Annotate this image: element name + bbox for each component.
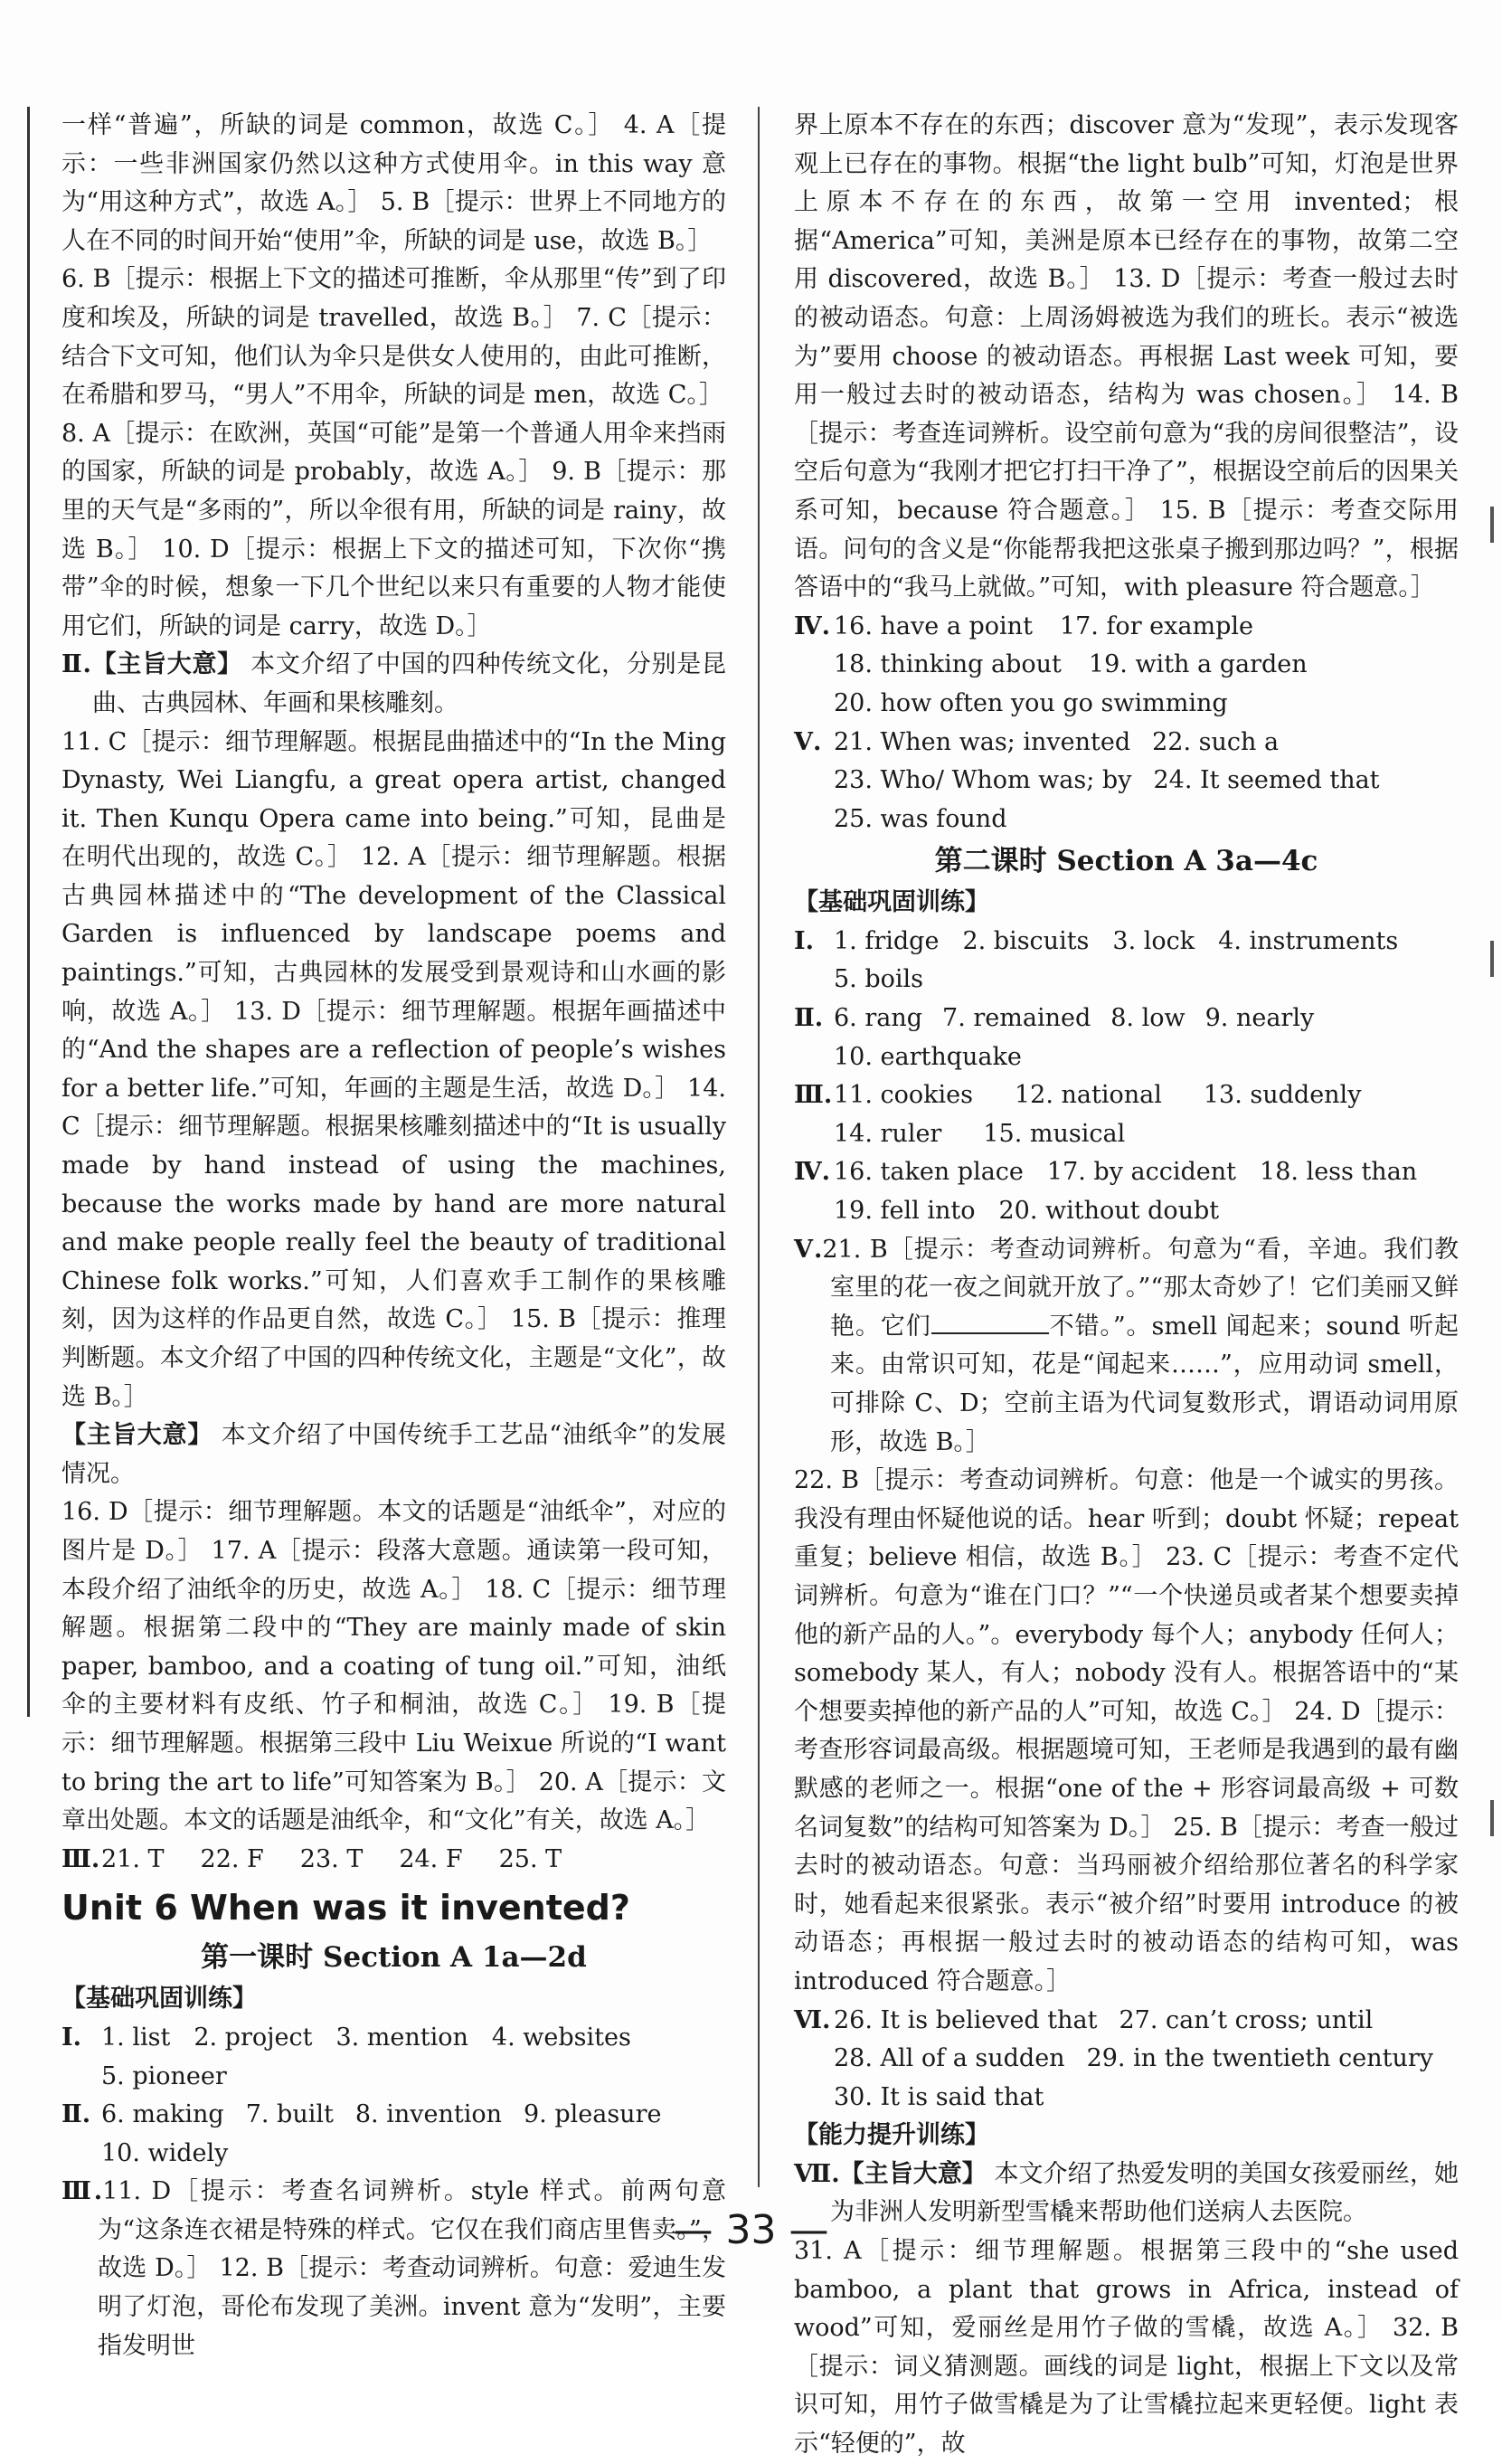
answer-item: 17. for example bbox=[1059, 611, 1253, 640]
answer-item: 20. how often you go swimming bbox=[834, 688, 1228, 717]
answer-row bbox=[794, 923, 1459, 1000]
answer-item: 4. instruments bbox=[1218, 926, 1399, 955]
answer-item: 6. making bbox=[101, 2100, 224, 2129]
section-label: Ⅴ. bbox=[794, 1235, 823, 1264]
answer-item: 19. fell into bbox=[834, 1197, 976, 1226]
answer-row bbox=[61, 2019, 726, 2096]
answer-item: 13. suddenly bbox=[1203, 1081, 1362, 1110]
answer-item: 8. invention bbox=[354, 2100, 502, 2129]
answer-item: 9. nearly bbox=[1204, 1004, 1315, 1033]
answer-item: 2. biscuits bbox=[962, 926, 1090, 955]
lesson-title: 第一课时 Section A 1a—2d bbox=[201, 1941, 587, 1975]
answer-item: 15. musical bbox=[983, 1119, 1126, 1148]
answer-item: 25. was found bbox=[834, 804, 1007, 833]
training-tag: 【基础巩固训练】 bbox=[61, 1985, 257, 2014]
answer-item: 2. project bbox=[194, 2023, 313, 2052]
section-label: Ⅰ. bbox=[61, 2023, 82, 2052]
answer-row bbox=[61, 1841, 726, 1880]
answer-item: 21. T bbox=[101, 1844, 165, 1873]
column-divider bbox=[758, 107, 760, 2187]
section-label: Ⅴ. bbox=[794, 727, 822, 756]
summary-text: 本文介绍了中国的四种传统文化，分别是昆曲、古典园林、年画和果核雕刻。 bbox=[92, 650, 727, 717]
section-label: Ⅳ. bbox=[794, 611, 831, 640]
answer-paragraph: 6. B［提示：根据上下文的描述可推断，伞从那里“传”到了印度和埃及，所缺的词是 travelled，故选 B。］ 7. C［提示：结合下文可知，他们认为伞只是供女人使用的，由此可推断，在希腊和罗马，“男人”不用伞，所缺的词是 men，故选 C。］ bbox=[61, 265, 726, 410]
answer-item: 22. F bbox=[200, 1844, 264, 1873]
page-number: — 33 — bbox=[673, 2207, 829, 2253]
edge-mark bbox=[1490, 941, 1494, 977]
answer-item: 24. F bbox=[399, 1844, 463, 1873]
answer-item: 10. earthquake bbox=[834, 1042, 1022, 1071]
lesson-title: 第二课时 Section A 3a—4c bbox=[934, 845, 1318, 878]
answer-item: 5. boils bbox=[834, 965, 924, 994]
answer-item: 7. remained bbox=[942, 1004, 1091, 1033]
answer-text: 11. D［提示：考查名词辨析。style 样式。前两句意为“这条连衣裙是特殊的样式。它仅在我们商店里售卖。”，故选 D。］ 12. B［提示：考查动词辨析。句意：爱迪生发明了灯泡，哥伦布发现了美洲。invent 意为“发明”，主要指发明世 bbox=[98, 2177, 726, 2360]
answer-item: 22. such a bbox=[1152, 727, 1280, 756]
left-column bbox=[61, 107, 726, 2365]
unit-title: Unit 6 When was it invented? bbox=[61, 1888, 630, 1929]
section-label: Ⅵ. bbox=[794, 2005, 831, 2034]
answer-item: 7. built bbox=[245, 2100, 334, 2129]
left-margin-rule bbox=[27, 107, 30, 1717]
answer-item: 9. pleasure bbox=[523, 2100, 662, 2129]
section-label: Ⅳ. bbox=[794, 1158, 831, 1187]
answer-item: 30. It is said that bbox=[834, 2082, 1044, 2111]
answer-item: 3. mention bbox=[335, 2023, 468, 2052]
fill-blank bbox=[931, 1311, 1049, 1334]
answer-item: 21. When was; invented bbox=[834, 727, 1131, 756]
section-label: Ⅱ. bbox=[794, 1004, 824, 1033]
answer-item: 5. pioneer bbox=[101, 2061, 227, 2090]
answer-item: 28. All of a sudden bbox=[834, 2044, 1065, 2073]
answer-row bbox=[794, 724, 1459, 839]
answer-item: 8. low bbox=[1110, 1004, 1186, 1033]
section-summary bbox=[61, 646, 726, 723]
answer-item: 10. widely bbox=[101, 2138, 229, 2167]
answer-paragraph bbox=[61, 2173, 726, 2365]
summary-tag: 【主旨大意】 bbox=[61, 1421, 213, 1450]
answer-row bbox=[794, 1076, 1459, 1153]
answer-row bbox=[794, 1000, 1459, 1076]
answer-item: 24. It seemed that bbox=[1153, 766, 1380, 795]
answer-item: 16. have a point bbox=[834, 611, 1033, 640]
section-label: Ⅲ. bbox=[61, 2177, 103, 2206]
answer-row bbox=[794, 608, 1459, 724]
answer-paragraph: 一样“普遍”，所缺的词是 common，故选 C。］ 4. A［提示：一些非洲国家仍然以这种方式使用伞。in this way 意为“用这种方式”，故选 A。］ 5. B［提示：世界上不同地方的人在不同的时间开始“使用”伞，所缺的词是 use，故选 B。］ bbox=[61, 111, 726, 255]
answer-paragraph: 界上原本不存在的东西；discover 意为“发现”，表示发现客观上已存在的事物。根据“the light bulb”可知，灯泡是世界上原本不存在的东西，故第一空用 invented；根据“America”可知，美洲是原本已经存在的事物，故第二空用 discovered，故选 B。］ 13. D［提示：考查一般过去时的被动语态。句意：上周汤姆被选为我们的班长。表示“被选为”要用 choose 的被动语态。再根据 Last week 可知，要用一般过去时的被动语态，结构为 was chosen。］ 14. B［提示：考查连词辨析。设空前句意为“我的房间很整洁”，设空后句意为“我刚才把它打扫干净了”，根据设空前后的因果关系可知，because 符合题意。］ 15. B［提示：考查交际用语。问句的含义是“你能帮我把这张桌子搬到那边吗？”，根据答语中的“我马上就做。”可知，with pleasure 符合题意。］ bbox=[794, 111, 1459, 602]
answer-row bbox=[794, 1153, 1459, 1230]
edge-mark bbox=[1490, 507, 1494, 543]
answer-item: 6. rang bbox=[834, 1004, 923, 1033]
summary-tag: 【主旨大意】 bbox=[839, 2159, 987, 2188]
answer-item: 11. cookies bbox=[834, 1081, 973, 1110]
section-label: Ⅰ. bbox=[794, 926, 815, 955]
answer-item: 25. T bbox=[498, 1844, 562, 1873]
answer-item: 4. websites bbox=[491, 2023, 631, 2052]
answer-item: 16. taken place bbox=[834, 1158, 1024, 1187]
training-tag: 【基础巩固训练】 bbox=[794, 888, 989, 917]
summary-tag: 【主旨大意】 bbox=[90, 650, 242, 679]
answer-item: 23. T bbox=[299, 1844, 364, 1873]
answer-paragraph: 8. A［提示：在欧洲，英国“可能”是第一个普通人用伞来挡雨的国家，所缺的词是 probably，故选 A。］ 9. B［提示：那里的天气是“多雨的”，所以伞很有用，所缺的词是 rainy，故选 B。］ 10. D［提示：根据上下文的描述可知，下次你“携带”伞的时候，想象一下几个世纪以来只有重要的人物才能使用它们，所缺的词是 carry，故选 D。］ bbox=[61, 419, 726, 640]
section-label: Ⅱ. bbox=[61, 650, 91, 679]
answer-item: 17. by accident bbox=[1046, 1158, 1237, 1187]
answer-item: 29. in the twentieth century bbox=[1086, 2044, 1434, 2073]
section-label: Ⅲ. bbox=[61, 1844, 100, 1873]
answer-row bbox=[61, 2096, 726, 2173]
answer-text: 21. B［提示：考查动词辨析。句意为“看，辛迪。我们教室里的花一夜之间就开放了。”“那太奇妙了！它们美丽又鲜艳。它们 bbox=[822, 1235, 1459, 1341]
answer-item: 18. less than bbox=[1260, 1158, 1418, 1187]
section-label: Ⅱ. bbox=[61, 2100, 91, 2129]
answer-item: 27. can’t cross; until bbox=[1119, 2005, 1374, 2034]
answer-item: 14. ruler bbox=[834, 1119, 942, 1148]
section-label: Ⅲ. bbox=[794, 1081, 833, 1110]
training-tag: 【能力提升训练】 bbox=[794, 2121, 989, 2150]
section-summary bbox=[61, 1417, 726, 1493]
summary-text: 本文介绍了热爱发明的美国女孩爱丽丝，她为非洲人发明新型雪橇来帮助他们送病人去医院。 bbox=[830, 2159, 1459, 2227]
edge-mark bbox=[1490, 1800, 1494, 1836]
answer-row bbox=[794, 2002, 1459, 2118]
answer-item: 18. thinking about bbox=[834, 650, 1062, 679]
answer-paragraph: 22. B［提示：考查动词辨析。句意：他是一个诚实的男孩。我没有理由怀疑他说的话。hear 听到；doubt 怀疑；repeat 重复；believe 相信，故选 B。］ 23. C［提示：考查不定代词辨析。句意为“谁在门口？”“一个快递员或者某个想要卖掉他的新产品的人。”。everybody 每个人；anybody 任何人；somebody 某人，有人；nobody 没有人。根据答语中的“某个想要卖掉他的新产品的人”可知，故选 C。］ 24. D［提示：考查形容词最高级。根据题境可知，王老师是我遇到的最有幽默感的老师之一。根据“one of the + 形容词最高级 + 可数名词复数”的结构可知答案为 D。］ 25. B［提示：考查一般过去时的被动语态。句意：当玛丽被介绍给那位著名的科学家时，她看起来很紧张。表示“被介绍”时要用 introduce 的被动语态；再根据一般过去时的被动语态的结构可知，was introduced 符合题意。］ bbox=[794, 1466, 1459, 1995]
answer-paragraph: 11. C［提示：细节理解题。根据昆曲描述中的“In the Ming Dynasty, Wei Liangfu, a great opera artist, changed it. Then Kunqu Opera came into being.”可知，昆曲是在明代出现的，故选 C。］ 12. A［提示：细节理解题。根据古典园林描述中的“The development of the Classical Garden is influenced by landscape poems and paintings.”可知，古典园林的发展受到景观诗和山水画的影响，故选 A。］ 13. D［提示：细节理解题。根据年画描述中的“And the shapes are a reflection of people’s wishes for a better life.”可知，年画的主题是生活，故选 D。］ 14. C［提示：细节理解题。根据果核雕刻描述中的“It is usually made by hand instead of using the machines, because the works made by hand are more natural and make people really feel the beauty of traditional Chinese folk works.”可知，人们喜欢手工制作的果核雕刻，因为这样的作品更自然，故选 C。］ 15. B［提示：推理判断题。本文介绍了中国的四种传统文化，主题是“文化”，故选 B。］ bbox=[61, 727, 726, 1411]
answer-text: 不错。”。smell 闻起来；sound 听起来。由常识可知，花是“闻起来……”，应用动词 smell，可排除 C、D；空前主语为代词复数形式，谓语动词用原形，故选 B。］ bbox=[830, 1312, 1459, 1456]
answer-paragraph: 16. D［提示：细节理解题。本文的话题是“油纸伞”，对应的图片是 D。］ 17. A［提示：段落大意题。通读第一段可知，本段介绍了油纸伞的历史，故选 A。］ 18. C［提示：细节理解题。根据第二段中的“They are mainly made of skin paper, bamboo, and a coating of tung oil.”可知，油纸伞的主要材料有皮纸、竹子和桐油，故选 C。］ 19. B［提示：细节理解题。根据第三段中 Liu Weixue 所说的“I want to bring the art to life”可知答案为 B。］ 20. A［提示：文章出处题。本文的话题是油纸伞，和“文化”有关，故选 A。］ bbox=[61, 1498, 726, 1835]
answer-item: 26. It is believed that bbox=[834, 2005, 1098, 2034]
answer-item: 23. Who/ Whom was; by bbox=[834, 766, 1132, 795]
answer-item: 20. without doubt bbox=[998, 1197, 1220, 1226]
answer-paragraph bbox=[794, 1231, 1459, 1463]
answer-item: 1. fridge bbox=[834, 926, 940, 955]
answer-paragraph: 31. A［提示：细节理解题。根据第三段中的“she used bamboo, a plant that grows in Africa, instead of wood”可知，爱丽丝是用竹子做的雪橇，故选 A。］ 32. B［提示：词义猜测题。画线的词是 light，根据上下文以及常识可知，用竹子做雪橇是为了让雪橇拉起来更轻便。light 表示“轻便的”，故 bbox=[794, 2237, 1459, 2459]
right-column bbox=[794, 107, 1459, 2464]
answer-item: 19. with a garden bbox=[1088, 650, 1308, 679]
answer-item: 3. lock bbox=[1112, 926, 1195, 955]
answer-item: 12. national bbox=[1014, 1081, 1162, 1110]
answer-item: 1. list bbox=[101, 2023, 171, 2052]
section-label: Ⅶ. bbox=[794, 2159, 840, 2188]
summary-text: 本文介绍了中国传统手工艺品“油纸伞”的发展情况。 bbox=[61, 1421, 726, 1488]
